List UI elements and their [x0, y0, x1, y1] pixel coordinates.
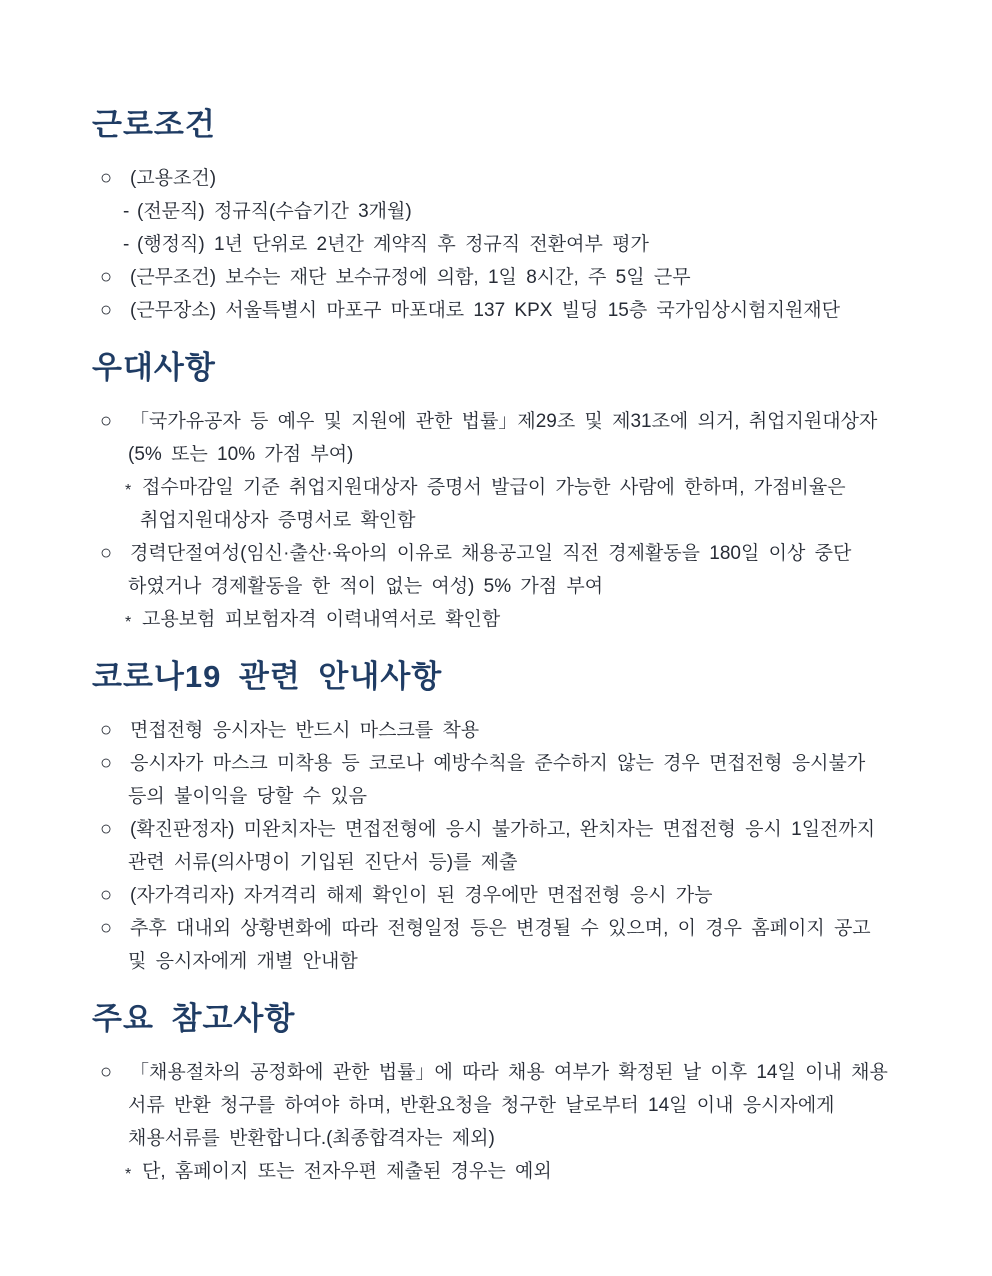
list-item: [92, 537, 905, 603]
list-item: [92, 228, 905, 261]
text-line-continuation: [92, 780, 905, 813]
line-text: (근무조건) 보수는 재단 보수규정에 의함, 1일 8시간, 주 5일 근무: [130, 267, 691, 288]
text-line-continuation: [92, 846, 905, 879]
line-text: 채용서류를 반환합니다.(최종합격자는 제외): [128, 1128, 495, 1149]
section-key-notes: [92, 998, 905, 1188]
list-item: [92, 879, 905, 912]
section-preferential-treatment: [92, 347, 905, 636]
text-line: [92, 294, 905, 327]
line-text: 접수마감일 기준 취업지원대상자 증명서 발급이 가능한 사람에 한하며, 가점비율은: [142, 477, 846, 498]
text-line-continuation: [92, 1122, 905, 1155]
list-item: [92, 603, 905, 636]
text-line-continuation: [92, 570, 905, 603]
section-covid19-notice: [92, 656, 905, 978]
line-text: 면접전형 응시자는 반드시 마스크를 착용: [130, 720, 480, 741]
line-text: (고용조건): [130, 168, 217, 189]
asterisk-bullet: *: [125, 1166, 132, 1183]
line-text: 서류 반환 청구를 하여야 하며, 반환요청을 청구한 날로부터 14일 이내 응시자에게: [128, 1095, 835, 1116]
circle-bullet: ○: [100, 917, 113, 939]
line-text: (5% 또는 10% 가점 부여): [128, 444, 354, 465]
section-title: 근로조건: [92, 107, 216, 142]
text-line-continuation: [92, 1089, 905, 1122]
text-line-continuation: [92, 504, 905, 537]
line-text: 등의 불이익을 당할 수 있음: [128, 786, 368, 807]
text-line: [92, 879, 905, 912]
text-line: [92, 537, 905, 570]
circle-bullet: ○: [100, 410, 113, 432]
section-title: 코로나19 관련 안내사항: [92, 659, 443, 694]
circle-bullet: ○: [100, 818, 113, 840]
text-line: [92, 471, 905, 504]
text-line: [92, 405, 905, 438]
circle-bullet: ○: [100, 542, 113, 564]
text-line: [92, 1056, 905, 1089]
text-line: [92, 747, 905, 780]
text-line: [92, 603, 905, 636]
text-line: [92, 162, 905, 195]
line-text: 추후 대내외 상황변화에 따라 전형일정 등은 변경될 수 있으며, 이 경우 홈페이지 공고: [130, 918, 871, 939]
text-line: [92, 912, 905, 945]
list-item: [92, 1056, 905, 1155]
line-text: 단, 홈페이지 또는 전자우편 제출된 경우는 예외: [142, 1161, 552, 1182]
list-item: [92, 714, 905, 747]
circle-bullet: ○: [100, 752, 113, 774]
text-line: [92, 195, 905, 228]
text-line: [92, 228, 905, 261]
list-item: [92, 747, 905, 813]
list-item: [92, 261, 905, 294]
line-text: 고용보험 피보험자격 이력내역서로 확인함: [142, 609, 501, 630]
text-line: [92, 261, 905, 294]
circle-bullet: ○: [100, 167, 113, 189]
line-text: 취업지원대상자 증명서로 확인함: [140, 510, 416, 531]
section-working-conditions: [92, 104, 905, 327]
line-text: (근무장소) 서울특별시 마포구 마포대로 137 KPX 빌딩 15층 국가임상시험지원재단: [130, 300, 841, 321]
circle-bullet: ○: [100, 884, 113, 906]
list-item: [92, 471, 905, 537]
line-text: (자가격리자) 자겨격리 해제 확인이 된 경우에만 면접전형 응시 가능: [130, 885, 713, 906]
line-text: 및 응시자에게 개별 안내함: [128, 951, 358, 972]
text-line: [92, 813, 905, 846]
dash-bullet: -: [123, 201, 130, 222]
circle-bullet: ○: [100, 266, 113, 288]
line-text: 「채용절차의 공정화에 관한 법률」에 따라 채용 여부가 확정된 날 이후 14일 이내 채용: [130, 1062, 888, 1083]
text-line: [92, 1155, 905, 1188]
section-title: 우대사항: [92, 350, 216, 385]
circle-bullet: ○: [100, 299, 113, 321]
asterisk-bullet: *: [125, 482, 132, 499]
circle-bullet: ○: [100, 1061, 113, 1083]
dash-bullet: -: [123, 234, 130, 255]
text-line: [92, 714, 905, 747]
circle-bullet: ○: [100, 719, 113, 741]
text-line-continuation: [92, 945, 905, 978]
list-item: [92, 405, 905, 471]
section-title: 주요 참고사항: [92, 1001, 296, 1036]
line-text: 경력단절여성(임신·출산·육아의 이유로 채용공고일 직전 경제활동을 180일 이상 중단: [130, 543, 852, 564]
list-item: [92, 195, 905, 228]
list-item: [92, 912, 905, 978]
line-text: 「국가유공자 등 예우 및 지원에 관한 법률」제29조 및 제31조에 의거, 취업지원대상자: [130, 411, 878, 432]
list-item: [92, 294, 905, 327]
asterisk-bullet: *: [125, 614, 132, 631]
line-text: 관련 서류(의사명이 기입된 진단서 등)를 제출: [128, 852, 518, 873]
line-text: (확진판정자) 미완치자는 면접전형에 응시 불가하고, 완치자는 면접전형 응시 1일전까지: [130, 819, 876, 840]
line-text: 응시자가 마스크 미착용 등 코로나 예방수칙을 준수하지 않는 경우 면접전형 응시불가: [130, 753, 866, 774]
list-item: [92, 162, 905, 195]
line-text: (행정직) 1년 단위로 2년간 계약직 후 정규직 전환여부 평가: [137, 234, 649, 255]
list-item: [92, 1155, 905, 1188]
list-item: [92, 813, 905, 879]
line-text: 하였거나 경제활동을 한 적이 없는 여성) 5% 가점 부여: [128, 576, 604, 597]
line-text: (전문직) 정규직(수습기간 3개월): [137, 201, 412, 222]
text-line-continuation: [92, 438, 905, 471]
